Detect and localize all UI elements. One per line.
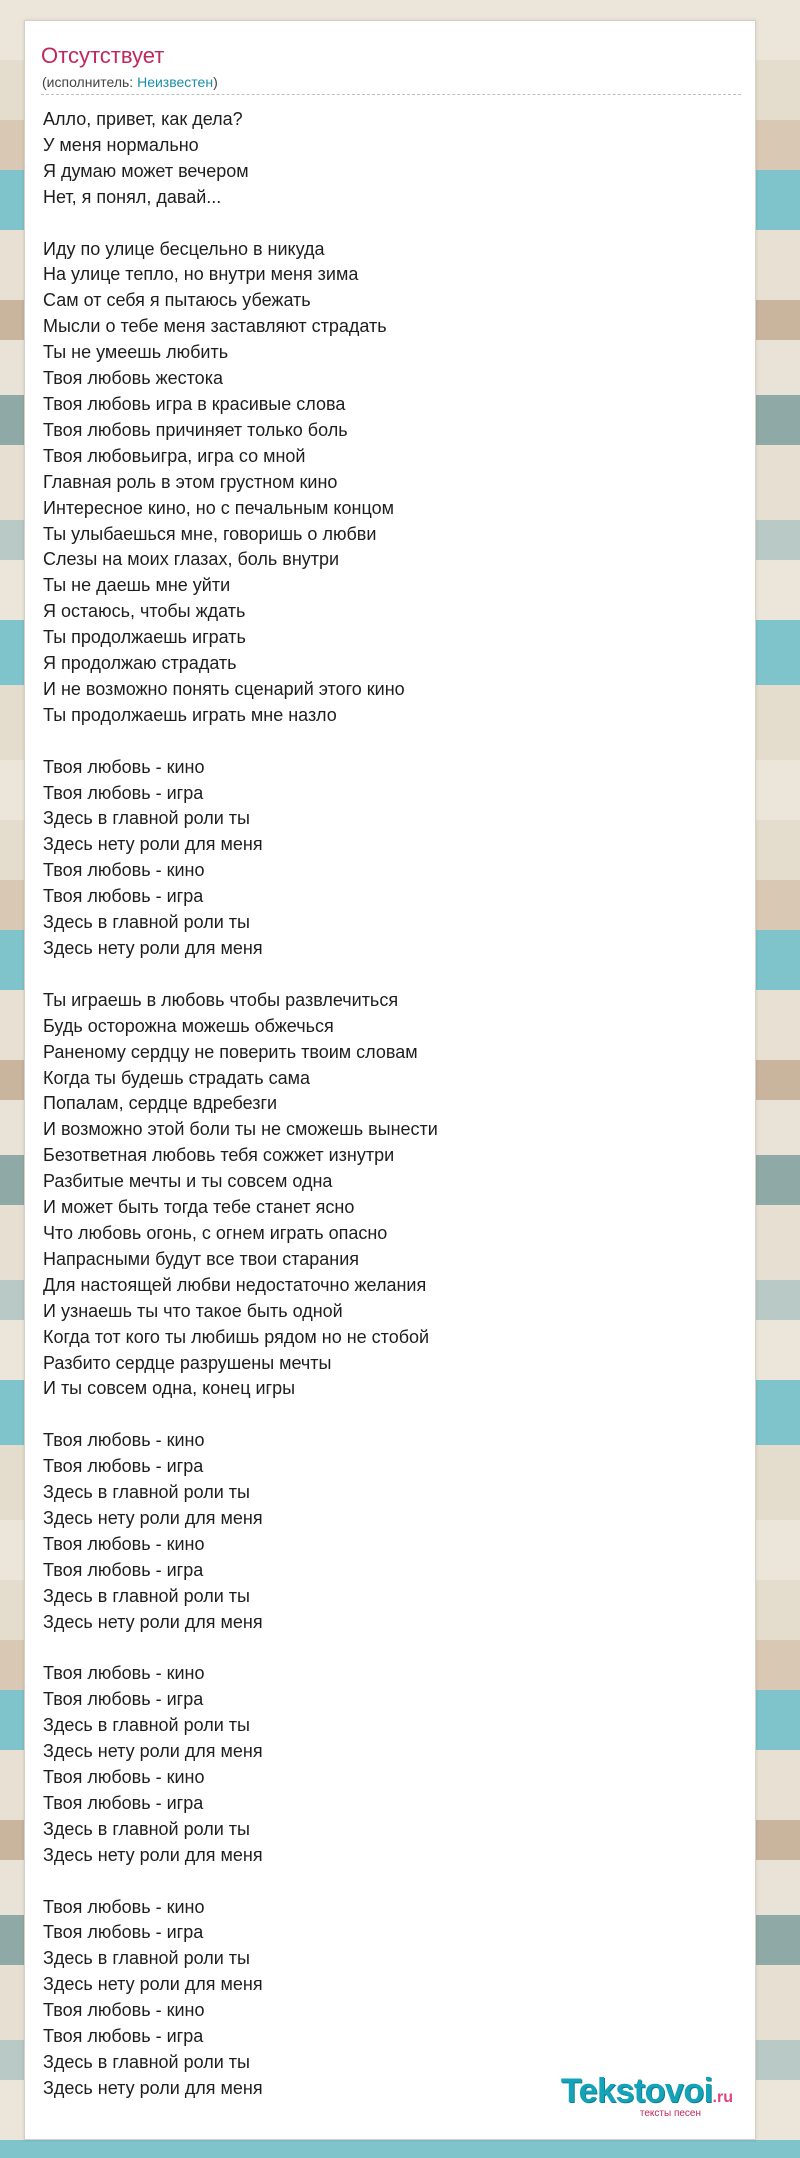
lyric-line: Здесь в главной роли ты <box>43 1715 250 1736</box>
header-divider <box>41 94 741 95</box>
lyric-line: И возможно этой боли ты не сможешь вынести <box>43 1119 438 1140</box>
lyric-line: И может быть тогда тебе станет ясно <box>43 1197 355 1218</box>
lyric-line: Слезы на моих глазах, боль внутри <box>43 549 340 570</box>
lyric-line: Твоя любовь - игра <box>43 1922 204 1943</box>
lyric-line: Твоя любовь - кино <box>43 1663 205 1684</box>
lyric-line: Здесь в главной роли ты <box>43 2051 250 2072</box>
lyric-line: Попалам, сердце вдребезги <box>43 1093 278 1114</box>
lyric-line: Здесь в главной роли ты <box>43 1948 250 1969</box>
lyric-line: Иду по улице бесцельно в никуда <box>43 238 325 259</box>
lyric-line: И ты совсем одна, конец игры <box>43 1378 296 1399</box>
lyric-line: Здесь в главной роли ты <box>43 1818 250 1839</box>
lyric-line: Раненому сердцу не поверить твоим словам <box>43 1041 418 1062</box>
lyric-line: Твоя любовьигра, игра со мной <box>43 445 306 466</box>
lyric-line: Ты продолжаешь играть мне назло <box>43 704 337 725</box>
lyric-line: Я думаю может вечером <box>43 160 249 181</box>
lyric-line: Здесь нету роли для меня <box>43 2077 263 2098</box>
lyric-line: Интересное кино, но с печальным концом <box>43 497 394 518</box>
lyric-line: Главная роль в этом грустном кино <box>43 471 338 492</box>
lyric-line: Мысли о тебе меня заставляют страдать <box>43 316 387 337</box>
lyric-line: Для настоящей любви недостаточно желания <box>43 1274 427 1295</box>
lyric-line: Алло, привет, как дела? <box>43 109 243 129</box>
lyric-line: Безответная любовь тебя сожжет изнутри <box>43 1145 395 1166</box>
lyric-line: Твоя любовь причиняет только боль <box>43 419 348 440</box>
lyric-line: Разбито сердце разрушены мечты <box>43 1352 332 1373</box>
site-logo[interactable] <box>561 2074 733 2119</box>
artist-prefix: (исполнитель: <box>42 74 138 90</box>
lyric-line: Здесь в главной роли ты <box>43 1585 250 1606</box>
lyric-line: Сам от себя я пытаюсь убежать <box>43 290 311 311</box>
lyric-line: И узнаешь ты что такое быть одной <box>43 1300 343 1321</box>
lyric-line: Здесь нету роли для меня <box>43 1844 263 1865</box>
lyric-line: Я остаюсь, чтобы ждать <box>43 601 246 622</box>
logo-tagline: тексты песен <box>639 2108 701 2119</box>
lyric-line: Здесь нету роли для меня <box>43 938 263 958</box>
lyric-line: Здесь в главной роли ты <box>43 1482 250 1503</box>
lyric-line: Твоя любовь - игра <box>43 1456 204 1477</box>
lyric-line: Твоя любовь - игра <box>43 2026 204 2047</box>
lyric-line: Здесь нету роли для меня <box>43 1611 263 1632</box>
lyric-line: Когда тот кого ты любишь рядом но не стобой <box>43 1326 430 1347</box>
lyric-line: Здесь в главной роли ты <box>43 808 250 829</box>
song-title: Отсутствует <box>41 43 165 68</box>
lyric-line: Когда ты будешь страдать сама <box>43 1067 311 1088</box>
lyric-line: Твоя любовь - кино <box>43 860 205 881</box>
lyric-line: Ты не умеешь любить <box>43 342 229 363</box>
lyric-line: Ты играешь в любовь чтобы развлечиться <box>43 989 399 1010</box>
lyric-line: Твоя любовь жестока <box>43 368 223 389</box>
lyric-line: Ты продолжаешь играть <box>43 627 246 648</box>
lyric-line: Твоя любовь - кино <box>43 2000 205 2021</box>
lyric-line: Я продолжаю страдать <box>43 653 237 674</box>
lyric-line: Будь осторожна можешь обжечься <box>43 1015 334 1036</box>
lyric-line: Разбитые мечты и ты совсем одна <box>43 1171 333 1192</box>
logo-tld: .ru <box>712 2089 733 2106</box>
lyric-line: Нет, я понял, давай... <box>43 186 222 207</box>
lyric-line: Твоя любовь игра в красивые слова <box>43 393 346 414</box>
lyric-line: Здесь в главной роли ты <box>43 912 250 933</box>
lyric-line: Напрасными будут все твои старания <box>43 1248 360 1269</box>
lyric-line: Твоя любовь - кино <box>43 1533 205 1554</box>
artist-suffix: ) <box>213 74 218 90</box>
lyric-line: Здесь нету роли для меня <box>43 834 263 855</box>
lyric-line: Твоя любовь - кино <box>43 1896 205 1917</box>
lyric-line: Здесь нету роли для меня <box>43 1741 263 1762</box>
lyric-line: Твоя любовь - игра <box>43 782 204 803</box>
lyric-line: Твоя любовь - кино <box>43 1767 205 1787</box>
lyric-line: Здесь нету роли для меня <box>43 1507 263 1528</box>
lyric-line: Твоя любовь - игра <box>43 1792 204 1813</box>
artist-line <box>42 74 218 90</box>
lyric-line: Ты не даешь мне уйти <box>43 575 231 596</box>
lyric-line: Твоя любовь - кино <box>43 1430 205 1451</box>
artist-link[interactable]: Неизвестен <box>137 74 214 90</box>
lyric-line: Твоя любовь - игра <box>43 1559 204 1580</box>
lyric-line: У меня нормально <box>43 134 199 155</box>
lyric-line: На улице тепло, но внутри меня зима <box>43 264 359 285</box>
lyric-line: Здесь нету роли для меня <box>43 1974 263 1995</box>
lyric-line: Что любовь огонь, с огнем играть опасно <box>43 1222 388 1243</box>
lyric-line: Твоя любовь - кино <box>43 756 205 777</box>
lyrics-page <box>24 20 756 2140</box>
lyric-line: Твоя любовь - игра <box>43 1689 204 1710</box>
logo-name: Tekstovoi <box>560 2072 713 2110</box>
lyric-line: Твоя любовь - игра <box>43 886 204 907</box>
lyric-line: И не возможно понять сценарий этого кино <box>43 678 405 699</box>
lyric-line: Ты улыбаешься мне, говоришь о любви <box>43 523 377 544</box>
lyrics-text <box>43 107 733 2102</box>
